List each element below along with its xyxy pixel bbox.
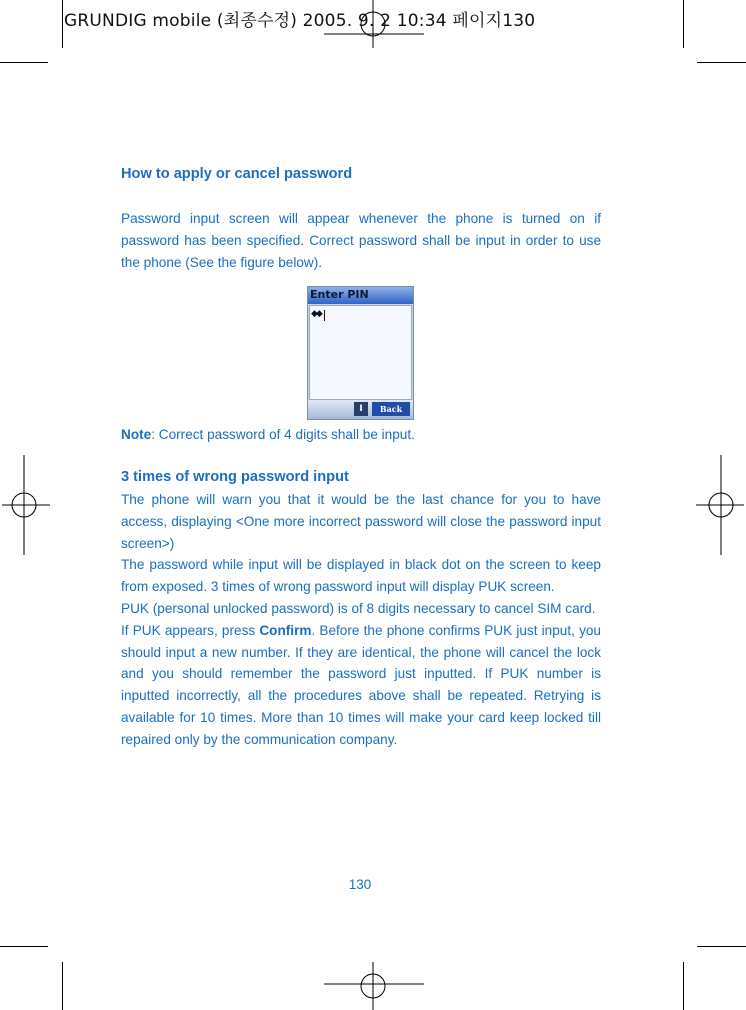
section-wrong-password: [121, 469, 601, 485]
print-header: GRUNDIG mobile (최종수정) 2005. 9. 2 10:34 페이지130: [64, 11, 536, 31]
page-number: 130: [348, 877, 372, 892]
phone-title: Enter PIN: [310, 288, 369, 301]
crop-mark-top-right-h: [697, 62, 746, 63]
section2-paragraphs: [121, 489, 601, 751]
section2-paragraph-2: The password while input will be displayed in black dot on the screen to keep from exposed. 3 times of wrong password input will display PUK screen.: [121, 557, 601, 595]
section1-paragraph: Password input screen will appear whenever the phone is turned on if password has been specified. Correct password shall be input in order to use the phone (See the figure below).: [121, 211, 601, 270]
back-softkey: Back: [372, 402, 410, 416]
registration-mark-left-icon: [0, 455, 50, 555]
note-text: : Correct password of 4 digits shall be input.: [151, 427, 415, 442]
section2-paragraph-4: [121, 620, 601, 751]
p4-post: . Before the phone confirms PUK just input, you should input a new number. If they are identical, the phone will cancel the lock and you should remember the password just inputted. If PUK number is inputted incorrectly, all the procedures above shall be repeated. Retrying is available for 10 times. More than 10 times will make your card keep locked till repaired only by the communication company.: [121, 622, 601, 747]
pin-masked-input: ◆◆: [311, 309, 321, 319]
crop-mark-top-right-v: [683, 0, 684, 48]
registration-mark-right-icon: [696, 455, 746, 555]
phone-title-bar: [308, 287, 413, 304]
registration-mark-top-icon: [324, 0, 424, 50]
enter-pin-screen-figure: [307, 286, 414, 420]
note: [121, 425, 601, 445]
section2-paragraph-1: The phone will warn you that it would be the last chance for you to have access, displaying <One more incorrect password will close the password input screen>): [121, 492, 601, 551]
crop-mark-top-left-v: [62, 0, 63, 48]
center-key-icon: I: [354, 402, 368, 416]
phone-softkey-bar: [308, 400, 413, 419]
confirm-keyword: Confirm: [259, 622, 312, 638]
section2-paragraph-3: PUK (personal unlocked password) is of 8 digits necessary to cancel SIM card.: [121, 600, 596, 616]
note-label: Note: [121, 427, 152, 442]
phone-pin-area: [309, 305, 412, 400]
p4-pre: If PUK appears, press: [121, 622, 260, 638]
crop-mark-bottom-right-v: [683, 962, 684, 1010]
note-block: [121, 425, 601, 445]
section-heading: How to apply or cancel password: [121, 166, 353, 182]
section-apply-cancel-password: [121, 166, 601, 182]
section-heading-wrong-password: 3 times of wrong password input: [121, 469, 349, 485]
crop-mark-bottom-left-h: [0, 946, 48, 947]
registration-mark-bottom-icon: [324, 960, 424, 1010]
section1-paragraph-block: [121, 208, 601, 273]
crop-mark-bottom-right-h: [697, 946, 746, 947]
text-cursor: [324, 310, 325, 321]
crop-mark-bottom-left-v: [62, 962, 63, 1010]
crop-mark-top-left-h: [0, 62, 48, 63]
